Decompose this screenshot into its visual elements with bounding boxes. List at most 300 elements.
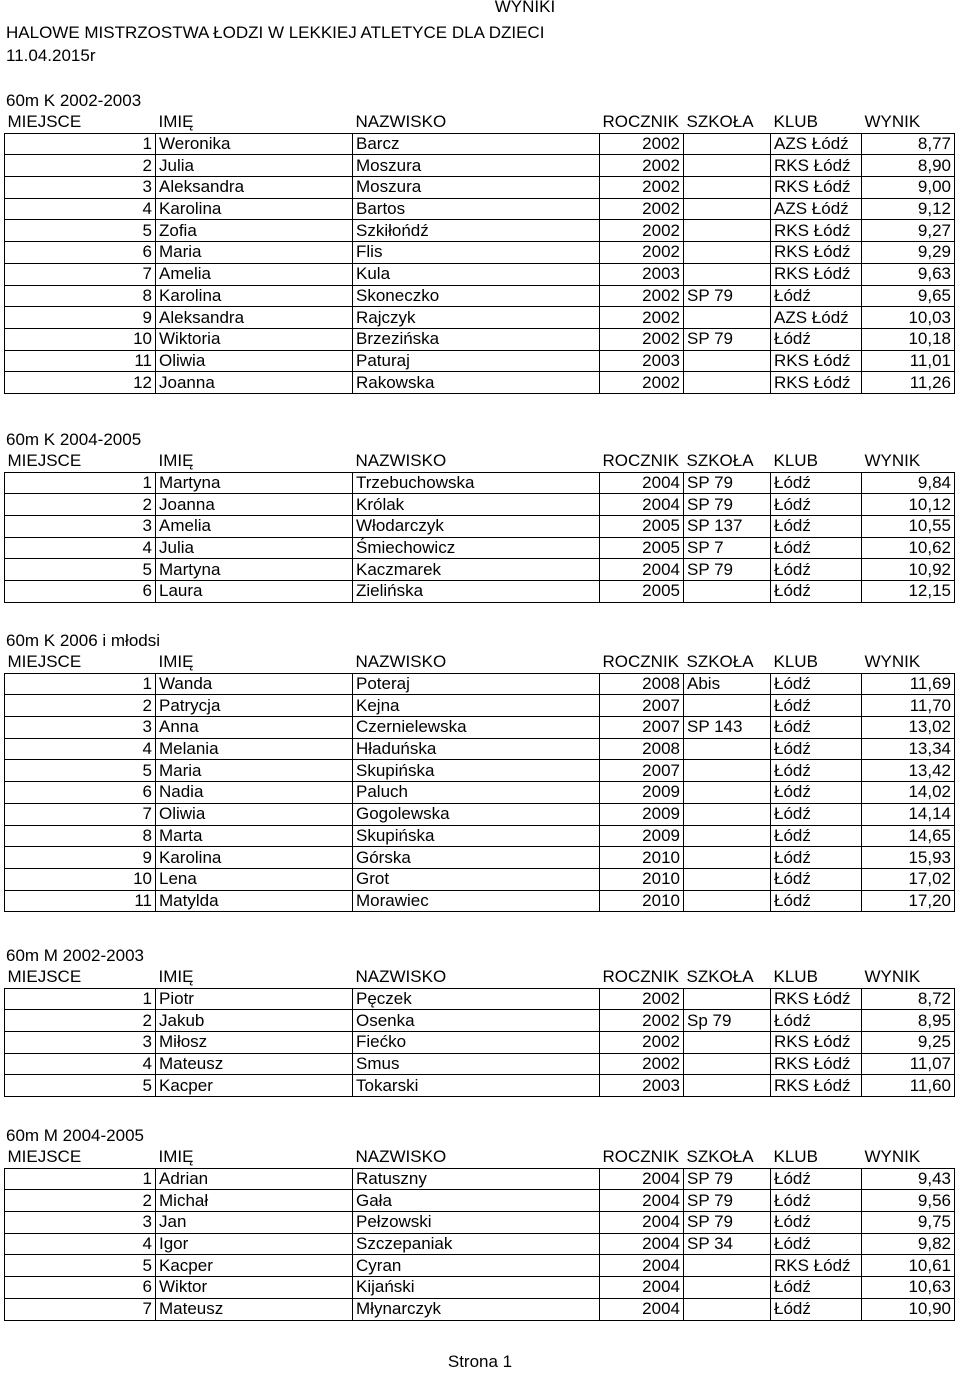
table-cell: Kaczmarek: [353, 559, 600, 581]
table-cell: Łódź: [771, 738, 862, 760]
table-cell: AZS Łódź: [771, 198, 862, 220]
table-cell: 9,56: [862, 1190, 955, 1212]
table-cell: RKS Łódź: [771, 372, 862, 394]
table-cell: 2008: [600, 738, 684, 760]
table-cell: 2002: [600, 1010, 684, 1032]
table-cell: 2002: [600, 372, 684, 394]
table-row: [5, 1212, 955, 1234]
table-row: [5, 847, 955, 869]
table-cell: 2003: [600, 350, 684, 372]
table-cell: Łódź: [771, 1212, 862, 1234]
table-cell: Brzezińska: [353, 328, 600, 350]
table-cell: Karolina: [156, 198, 353, 220]
column-header-imię: IMIĘ: [156, 112, 353, 133]
table-cell: Łódź: [771, 803, 862, 825]
table-row: [5, 285, 955, 307]
table-cell: 9,25: [862, 1032, 955, 1054]
table-cell: 2002: [600, 242, 684, 264]
table-cell: Aleksandra: [156, 307, 353, 329]
table-cell: 7: [5, 1298, 156, 1320]
table-cell: 1: [5, 133, 156, 155]
table-cell: Łódź: [771, 559, 862, 581]
table-header-row: [5, 1147, 955, 1168]
table-cell: Michał: [156, 1190, 353, 1212]
table-cell: SP 79: [684, 494, 771, 516]
table-cell: 2003: [600, 263, 684, 285]
column-header-wynik: WYNIK: [862, 652, 955, 673]
table-cell: SP 79: [684, 1168, 771, 1190]
table-cell: Joanna: [156, 372, 353, 394]
table-cell: 11,60: [862, 1075, 955, 1097]
table-row: [5, 155, 955, 177]
results-table: [4, 112, 955, 394]
table-cell: [684, 307, 771, 329]
table-cell: [684, 177, 771, 199]
table-cell: Łódź: [771, 782, 862, 804]
table-cell: Łódź: [771, 890, 862, 912]
table-cell: 5: [5, 559, 156, 581]
table-cell: [684, 155, 771, 177]
document-title: WYNIKI: [494, 0, 556, 16]
table-cell: Łódź: [771, 1298, 862, 1320]
document-subtitle: HALOWE MISTRZOSTWA ŁODZI W LEKKIEJ ATLETYCE DLA DZIECI: [6, 23, 545, 42]
table-cell: 3: [5, 177, 156, 199]
column-header-klub: KLUB: [771, 652, 862, 673]
table-cell: 2004: [600, 1212, 684, 1234]
table-cell: 2002: [600, 328, 684, 350]
section-title: 60m K 2002-2003: [6, 91, 142, 110]
table-cell: [684, 738, 771, 760]
table-row: [5, 825, 955, 847]
table-row: [5, 890, 955, 912]
table-cell: Łódź: [771, 847, 862, 869]
table-cell: Paluch: [353, 782, 600, 804]
column-header-rocznik: ROCZNIK: [600, 1147, 684, 1168]
table-cell: 3: [5, 717, 156, 739]
table-cell: [684, 760, 771, 782]
column-header-szkoła: SZKOŁA: [684, 112, 771, 133]
table-cell: 2004: [600, 1233, 684, 1255]
results-table: [4, 1147, 955, 1321]
column-header-nazwisko: NAZWISKO: [353, 652, 600, 673]
table-cell: 2007: [600, 760, 684, 782]
column-header-wynik: WYNIK: [862, 112, 955, 133]
section-title: 60m M 2002-2003: [6, 946, 144, 965]
table-cell: RKS Łódź: [771, 1075, 862, 1097]
table-cell: [684, 198, 771, 220]
column-header-szkoła: SZKOŁA: [684, 652, 771, 673]
table-cell: [684, 1075, 771, 1097]
table-cell: 2004: [600, 472, 684, 494]
table-row: [5, 198, 955, 220]
table-cell: 2003: [600, 1075, 684, 1097]
table-cell: [684, 133, 771, 155]
table-cell: Oliwia: [156, 803, 353, 825]
table-row: [5, 803, 955, 825]
table-cell: Łódź: [771, 472, 862, 494]
table-row: [5, 494, 955, 516]
table-row: [5, 537, 955, 559]
table-cell: 2: [5, 1190, 156, 1212]
table-cell: Łódź: [771, 1233, 862, 1255]
table-cell: Julia: [156, 155, 353, 177]
table-cell: [684, 1255, 771, 1277]
table-cell: 9,84: [862, 472, 955, 494]
table-cell: 3: [5, 1032, 156, 1054]
table-cell: 15,93: [862, 847, 955, 869]
table-cell: [684, 220, 771, 242]
table-cell: Sp 79: [684, 1010, 771, 1032]
column-header-miejsce: MIEJSCE: [5, 652, 156, 673]
table-cell: 2002: [600, 1032, 684, 1054]
table-cell: 1: [5, 673, 156, 695]
column-header-klub: KLUB: [771, 967, 862, 988]
table-cell: [684, 242, 771, 264]
table-row: [5, 263, 955, 285]
table-cell: RKS Łódź: [771, 220, 862, 242]
table-cell: Anna: [156, 717, 353, 739]
table-cell: Morawiec: [353, 890, 600, 912]
table-cell: 2002: [600, 285, 684, 307]
table-cell: SP 79: [684, 285, 771, 307]
table-row: [5, 1277, 955, 1299]
table-cell: [684, 847, 771, 869]
table-cell: 13,42: [862, 760, 955, 782]
table-cell: Martyna: [156, 559, 353, 581]
table-cell: 9,29: [862, 242, 955, 264]
table-cell: 10,55: [862, 516, 955, 538]
table-row: [5, 581, 955, 603]
table-cell: Pęczek: [353, 988, 600, 1010]
table-cell: 2002: [600, 177, 684, 199]
column-header-szkoła: SZKOŁA: [684, 1147, 771, 1168]
table-cell: [684, 782, 771, 804]
table-row: [5, 242, 955, 264]
table-cell: Mateusz: [156, 1053, 353, 1075]
table-row: [5, 1190, 955, 1212]
table-cell: Zofia: [156, 220, 353, 242]
table-cell: 11,07: [862, 1053, 955, 1075]
table-cell: Skupińska: [353, 760, 600, 782]
table-cell: Łódź: [771, 328, 862, 350]
table-cell: Wiktoria: [156, 328, 353, 350]
table-cell: 7: [5, 263, 156, 285]
table-cell: Martyna: [156, 472, 353, 494]
table-cell: 4: [5, 1233, 156, 1255]
table-cell: 9,82: [862, 1233, 955, 1255]
column-header-miejsce: MIEJSCE: [5, 1147, 156, 1168]
table-cell: Joanna: [156, 494, 353, 516]
table-cell: RKS Łódź: [771, 155, 862, 177]
table-cell: Oliwia: [156, 350, 353, 372]
table-cell: [684, 988, 771, 1010]
table-cell: 12: [5, 372, 156, 394]
table-cell: 17,02: [862, 868, 955, 890]
table-cell: 5: [5, 220, 156, 242]
table-cell: 2004: [600, 494, 684, 516]
table-row: [5, 1032, 955, 1054]
table-cell: 11,70: [862, 695, 955, 717]
table-cell: Julia: [156, 537, 353, 559]
table-cell: 10,62: [862, 537, 955, 559]
table-cell: Królak: [353, 494, 600, 516]
table-cell: Kejna: [353, 695, 600, 717]
table-row: [5, 516, 955, 538]
table-cell: SP 143: [684, 717, 771, 739]
table-cell: Osenka: [353, 1010, 600, 1032]
table-cell: 2010: [600, 868, 684, 890]
table-cell: 2009: [600, 803, 684, 825]
column-header-klub: KLUB: [771, 112, 862, 133]
table-cell: 10,12: [862, 494, 955, 516]
table-cell: Amelia: [156, 263, 353, 285]
table-cell: 2009: [600, 825, 684, 847]
table-cell: Wiktor: [156, 1277, 353, 1299]
table-cell: [684, 803, 771, 825]
table-cell: AZS Łódź: [771, 307, 862, 329]
table-cell: RKS Łódź: [771, 1255, 862, 1277]
table-cell: RKS Łódź: [771, 177, 862, 199]
table-cell: Igor: [156, 1233, 353, 1255]
table-cell: Grot: [353, 868, 600, 890]
table-cell: 11,69: [862, 673, 955, 695]
table-cell: Górska: [353, 847, 600, 869]
table-cell: AZS Łódź: [771, 133, 862, 155]
table-cell: Bartos: [353, 198, 600, 220]
table-cell: 2002: [600, 220, 684, 242]
table-cell: Paturaj: [353, 350, 600, 372]
table-cell: 2002: [600, 988, 684, 1010]
table-cell: 8,72: [862, 988, 955, 1010]
table-cell: Moszura: [353, 155, 600, 177]
table-cell: 9,00: [862, 177, 955, 199]
table-cell: Łódź: [771, 1277, 862, 1299]
table-cell: Łódź: [771, 1010, 862, 1032]
table-cell: 14,02: [862, 782, 955, 804]
table-cell: Łódź: [771, 537, 862, 559]
table-cell: SP 34: [684, 1233, 771, 1255]
table-cell: SP 79: [684, 1212, 771, 1234]
table-row: [5, 695, 955, 717]
results-table: [4, 652, 955, 912]
table-cell: [684, 868, 771, 890]
table-cell: 2002: [600, 1053, 684, 1075]
table-cell: 8: [5, 285, 156, 307]
table-cell: 2002: [600, 198, 684, 220]
table-cell: 9,43: [862, 1168, 955, 1190]
table-cell: 12,15: [862, 581, 955, 603]
table-cell: RKS Łódź: [771, 1032, 862, 1054]
column-header-imię: IMIĘ: [156, 451, 353, 472]
table-cell: [684, 263, 771, 285]
table-cell: 2004: [600, 1255, 684, 1277]
table-cell: 6: [5, 581, 156, 603]
table-cell: 17,20: [862, 890, 955, 912]
table-cell: Karolina: [156, 285, 353, 307]
table-cell: 2004: [600, 1190, 684, 1212]
table-cell: Laura: [156, 581, 353, 603]
table-cell: 2009: [600, 782, 684, 804]
table-cell: 2004: [600, 1168, 684, 1190]
table-cell: 9,63: [862, 263, 955, 285]
table-cell: Piotr: [156, 988, 353, 1010]
table-cell: Rajczyk: [353, 307, 600, 329]
column-header-wynik: WYNIK: [862, 451, 955, 472]
table-cell: Kacper: [156, 1255, 353, 1277]
table-cell: 10,90: [862, 1298, 955, 1320]
column-header-imię: IMIĘ: [156, 1147, 353, 1168]
table-cell: Trzebuchowska: [353, 472, 600, 494]
document-date: 11.04.2015r: [6, 46, 96, 65]
table-cell: Łódź: [771, 760, 862, 782]
table-cell: 11: [5, 890, 156, 912]
table-cell: 10,18: [862, 328, 955, 350]
table-cell: Moszura: [353, 177, 600, 199]
table-cell: 5: [5, 1075, 156, 1097]
table-cell: Amelia: [156, 516, 353, 538]
table-cell: [684, 350, 771, 372]
table-cell: 8,90: [862, 155, 955, 177]
table-cell: Flis: [353, 242, 600, 264]
table-cell: Łódź: [771, 285, 862, 307]
table-cell: Łódź: [771, 868, 862, 890]
table-row: [5, 782, 955, 804]
table-cell: 2: [5, 494, 156, 516]
table-cell: 2005: [600, 581, 684, 603]
table-cell: Pełzowski: [353, 1212, 600, 1234]
table-cell: 6: [5, 1277, 156, 1299]
column-header-nazwisko: NAZWISKO: [353, 451, 600, 472]
table-cell: Szkiłońdź: [353, 220, 600, 242]
table-cell: SP 79: [684, 1190, 771, 1212]
table-cell: [684, 825, 771, 847]
table-cell: Matylda: [156, 890, 353, 912]
table-cell: Poteraj: [353, 673, 600, 695]
table-cell: RKS Łódź: [771, 350, 862, 372]
table-cell: 2007: [600, 717, 684, 739]
table-cell: 11,01: [862, 350, 955, 372]
column-header-imię: IMIĘ: [156, 652, 353, 673]
table-row: [5, 717, 955, 739]
table-cell: RKS Łódź: [771, 242, 862, 264]
table-row: [5, 1168, 955, 1190]
table-cell: Śmiechowicz: [353, 537, 600, 559]
table-cell: Kijański: [353, 1277, 600, 1299]
table-cell: RKS Łódź: [771, 263, 862, 285]
column-header-imię: IMIĘ: [156, 967, 353, 988]
table-cell: 2: [5, 1010, 156, 1032]
table-cell: Aleksandra: [156, 177, 353, 199]
column-header-szkoła: SZKOŁA: [684, 967, 771, 988]
table-cell: Kula: [353, 263, 600, 285]
column-header-szkoła: SZKOŁA: [684, 451, 771, 472]
table-cell: [684, 890, 771, 912]
table-cell: RKS Łódź: [771, 1053, 862, 1075]
table-header-row: [5, 967, 955, 988]
table-cell: 9: [5, 847, 156, 869]
table-cell: Łódź: [771, 1190, 862, 1212]
table-cell: Hładuńska: [353, 738, 600, 760]
table-cell: Miłosz: [156, 1032, 353, 1054]
table-cell: Jan: [156, 1212, 353, 1234]
table-cell: Abis: [684, 673, 771, 695]
table-row: [5, 738, 955, 760]
table-cell: 9,65: [862, 285, 955, 307]
table-cell: RKS Łódź: [771, 988, 862, 1010]
table-row: [5, 328, 955, 350]
table-cell: 10: [5, 868, 156, 890]
table-cell: Skupińska: [353, 825, 600, 847]
table-header-row: [5, 451, 955, 472]
table-cell: 2: [5, 695, 156, 717]
table-cell: 1: [5, 988, 156, 1010]
table-cell: SP 7: [684, 537, 771, 559]
table-cell: Melania: [156, 738, 353, 760]
results-table: [4, 967, 955, 1097]
table-row: [5, 673, 955, 695]
table-cell: [684, 695, 771, 717]
table-row: [5, 1233, 955, 1255]
table-cell: 14,14: [862, 803, 955, 825]
table-cell: Młynarczyk: [353, 1298, 600, 1320]
table-header-row: [5, 112, 955, 133]
table-cell: 1: [5, 472, 156, 494]
column-header-rocznik: ROCZNIK: [600, 451, 684, 472]
table-cell: Nadia: [156, 782, 353, 804]
table-cell: SP 137: [684, 516, 771, 538]
table-cell: 13,34: [862, 738, 955, 760]
table-cell: Weronika: [156, 133, 353, 155]
column-header-klub: KLUB: [771, 451, 862, 472]
table-row: [5, 868, 955, 890]
section-title: 60m K 2004-2005: [6, 430, 142, 449]
table-cell: Łódź: [771, 494, 862, 516]
table-row: [5, 988, 955, 1010]
table-cell: Zielińska: [353, 581, 600, 603]
table-cell: 5: [5, 760, 156, 782]
table-cell: 10: [5, 328, 156, 350]
table-row: [5, 559, 955, 581]
table-cell: Cyran: [353, 1255, 600, 1277]
table-row: [5, 133, 955, 155]
column-header-klub: KLUB: [771, 1147, 862, 1168]
table-cell: Adrian: [156, 1168, 353, 1190]
table-cell: 4: [5, 537, 156, 559]
table-cell: Barcz: [353, 133, 600, 155]
section-title: 60m K 2006 i młodsi: [6, 631, 161, 650]
table-cell: [684, 1277, 771, 1299]
results-table: [4, 451, 955, 603]
table-cell: 11,26: [862, 372, 955, 394]
table-cell: 2010: [600, 847, 684, 869]
column-header-rocznik: ROCZNIK: [600, 652, 684, 673]
table-cell: Czernielewska: [353, 717, 600, 739]
table-cell: [684, 1053, 771, 1075]
column-header-rocznik: ROCZNIK: [600, 967, 684, 988]
table-cell: 10,03: [862, 307, 955, 329]
table-cell: 10,92: [862, 559, 955, 581]
table-cell: 9: [5, 307, 156, 329]
table-cell: Maria: [156, 242, 353, 264]
column-header-miejsce: MIEJSCE: [5, 967, 156, 988]
page-footer: Strona 1: [447, 1352, 513, 1371]
table-cell: Skoneczko: [353, 285, 600, 307]
table-cell: Rakowska: [353, 372, 600, 394]
table-cell: 6: [5, 782, 156, 804]
table-cell: 4: [5, 738, 156, 760]
table-cell: 1: [5, 1168, 156, 1190]
table-cell: 13,02: [862, 717, 955, 739]
